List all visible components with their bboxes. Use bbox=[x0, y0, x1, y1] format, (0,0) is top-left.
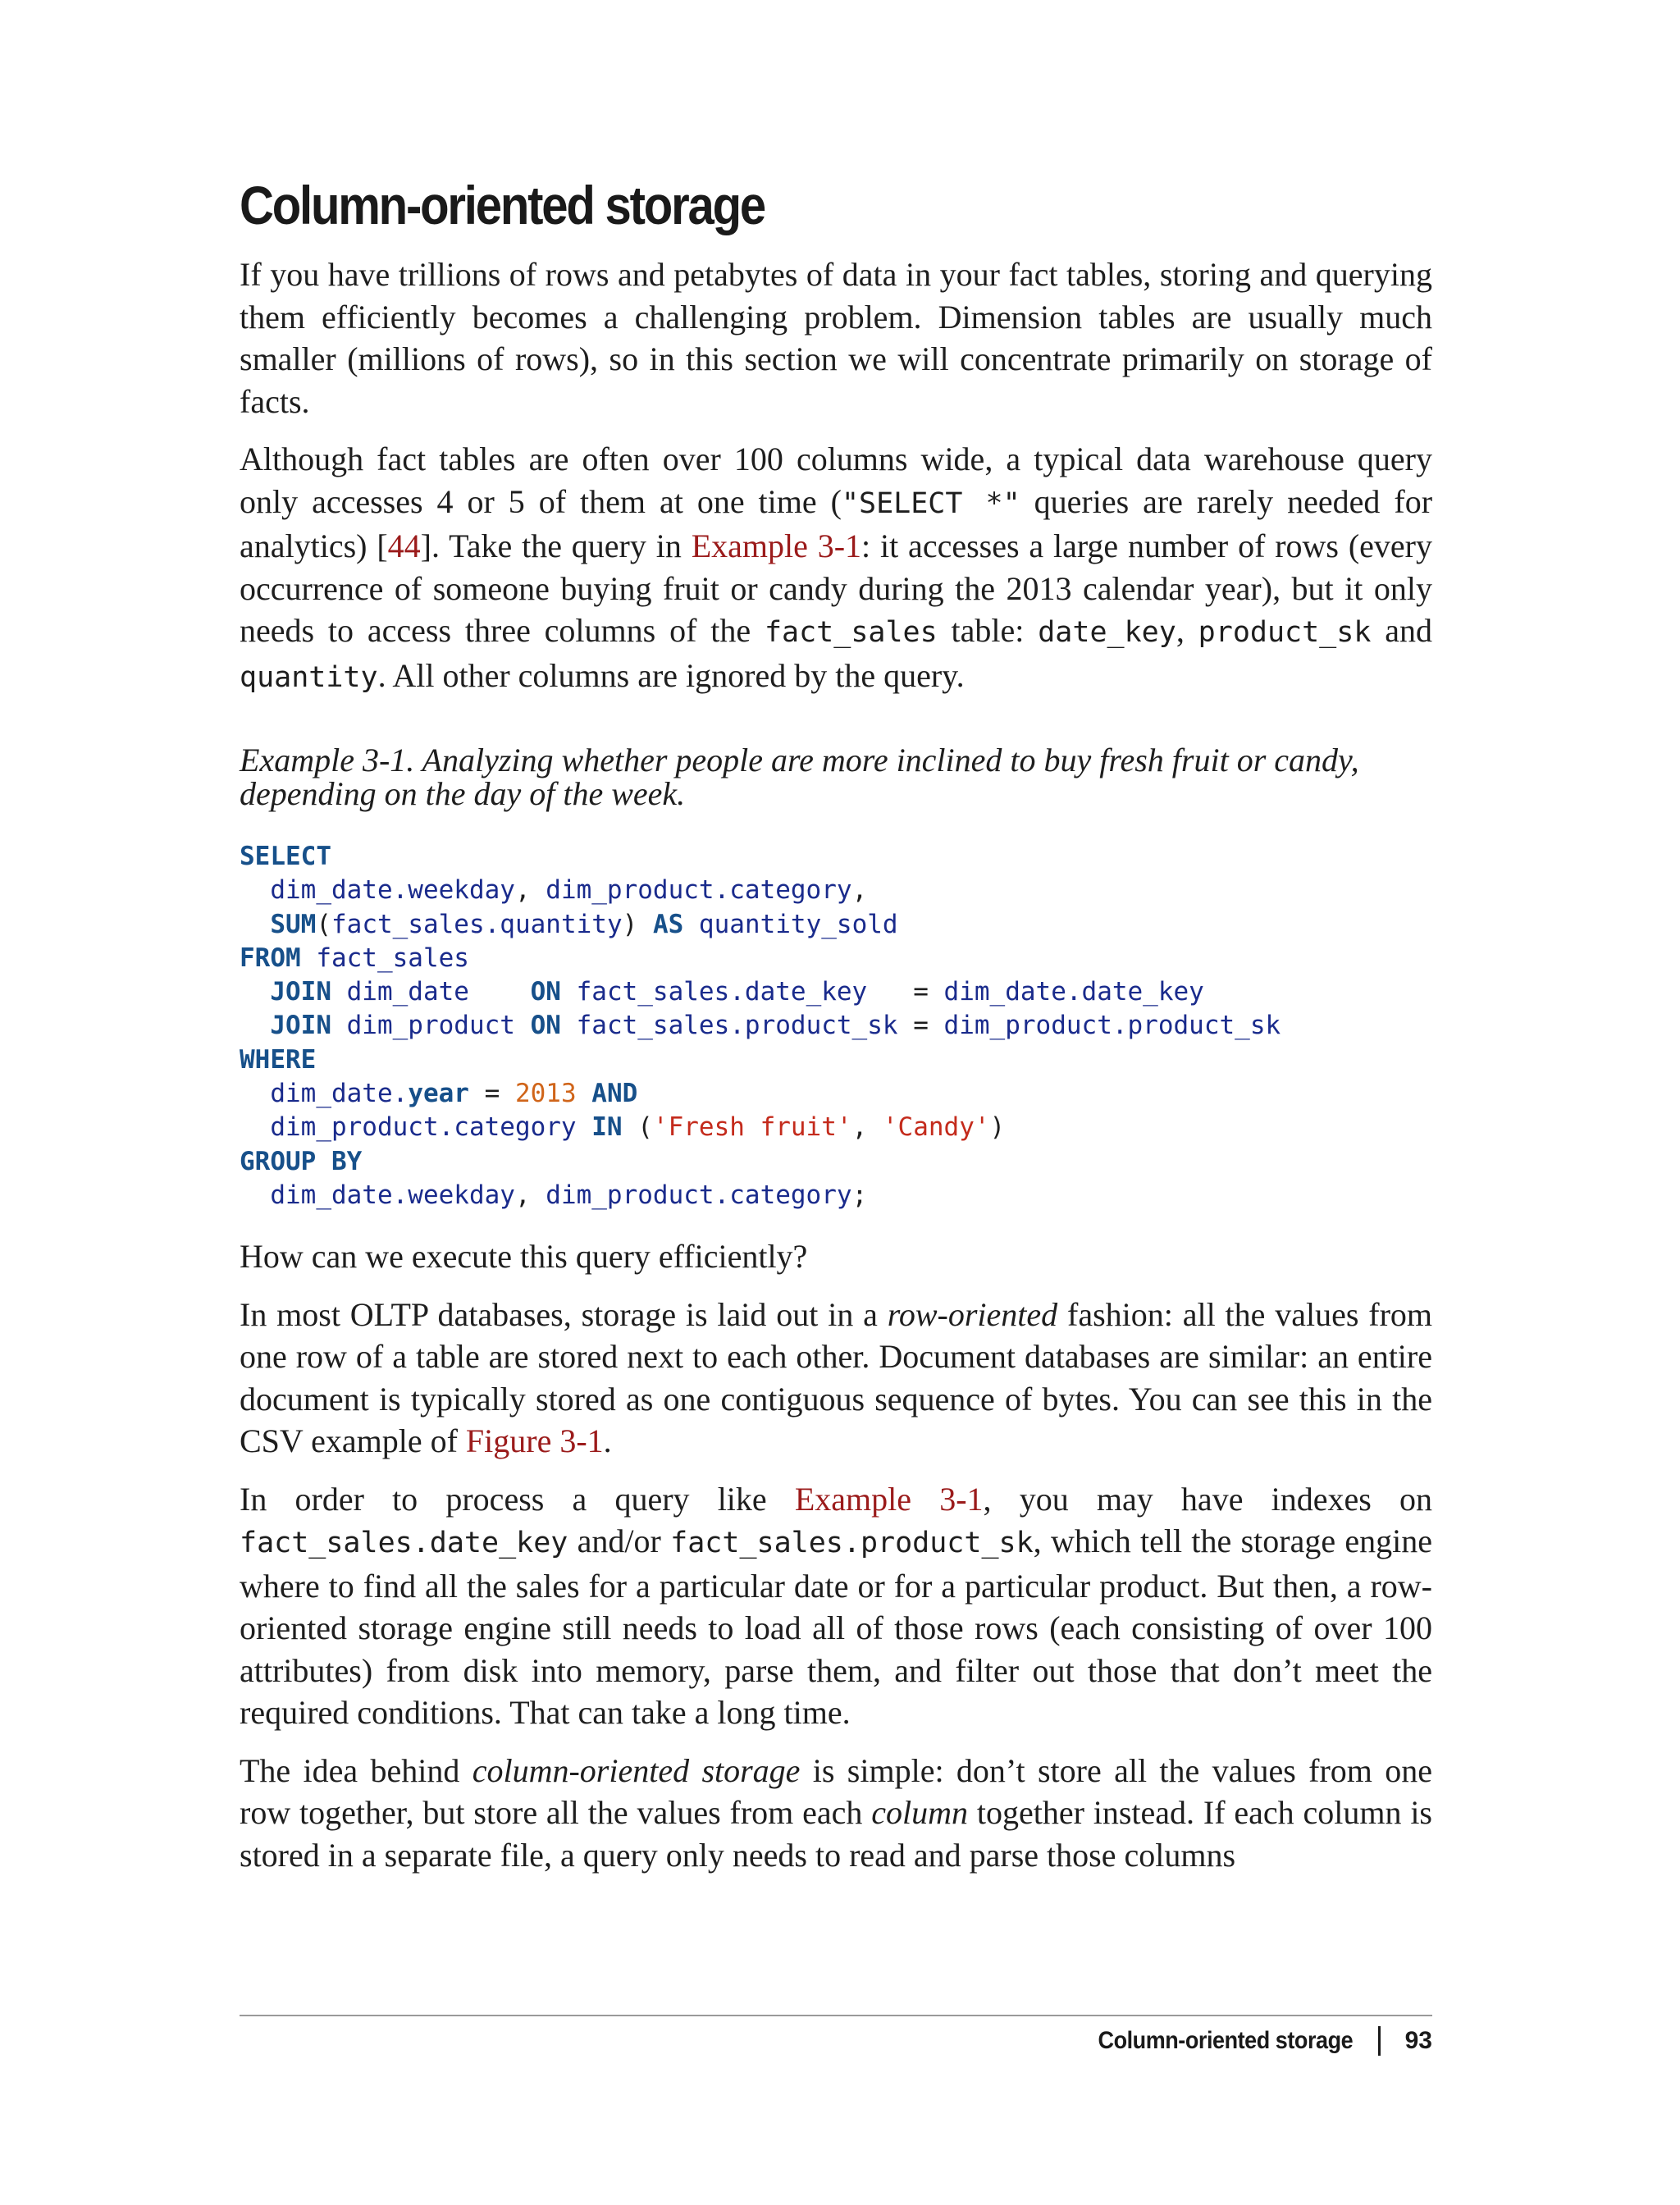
sql-code-block: SELECT dim_date.weekday, dim_product.category, SUM(fact_sales.quantity) AS quantity_sold FROM fact_sales JOIN dim_date ON fact_sales.date_key = dim_date.date_key JOIN dim_product ON fact_sales.product_sk = dim_product.product_sk WHERE dim_date.year = 2013 AND dim_product.category IN ('Fresh fruit', 'Candy') GROUP BY dim_date.weekday, dim_product.category; bbox=[240, 842, 1281, 1210]
paragraph-intro: If you have trillions of rows and petabytes of data in your fact tables, storing and querying them efficiently becomes a challenging problem. Dimension tables are usually much smaller (millions of rows), so in this section we will concentrate primarily on storage of facts. bbox=[240, 256, 1432, 420]
code-quantity: quantity bbox=[240, 660, 378, 694]
paragraph-row-oriented: In most OLTP databases, storage is laid out in a row-oriented fashion: all the values from one row of a table are stored next to each other. Document databases are similar: an entire document is typically stored as one contiguous sequence of bytes. You can see this in the CSV example of Figure 3-1. bbox=[240, 1295, 1433, 1460]
example-caption: Example 3-1. Analyzing whether people are more inclined to buy fresh fruit or candy, depending on the day of the week. bbox=[240, 742, 1359, 812]
figure-link[interactable]: Figure 3-1 bbox=[465, 1422, 604, 1460]
paragraph-indexes: In order to process a query like Example 3-1, you may have indexes on fact_sales.date_key and/or fact_sales.product_sk, which tell the storage engine where to find all the sales for a particular date or for a particular product. But then, a row-oriented storage engine still needs to load all of those rows (each consisting of over 100 attributes) from disk into memory, parse them, and filter out those that don’t meet the required conditions. That can take a long time. bbox=[240, 1480, 1432, 1732]
section-heading: Column-oriented storage bbox=[240, 175, 765, 235]
paragraph-fact-tables: Although fact tables are often over 100 columns wide, a typical data warehouse query only accesses 4 or 5 of them at one time ("SELECT *" queries are rarely needed for analytics) [44]. Take the query in Example 3-1: it accesses a large number of rows (every occurrence of someone buying fruit or candy during the 2013 calendar year), but it only needs to access three columns of the fact_sales table: date_key, product_sk and quantity. All other columns are ignored by the query. bbox=[240, 441, 1433, 694]
code-date-key: date_key bbox=[1038, 616, 1176, 649]
paragraph-column-oriented: The idea behind column-oriented storage is simple: don’t store all the values from one row together, but store all the values from each column together instead. If each column is stored in a separate file, a query only needs to read and parse those columns bbox=[240, 1751, 1432, 1874]
page-content bbox=[240, 168, 1432, 1892]
term-column-oriented-storage: column-oriented storage bbox=[472, 1751, 801, 1789]
code-date-key-index: fact_sales.date_key bbox=[240, 1527, 568, 1560]
footer-section-title: Column-oriented storage bbox=[1098, 2027, 1354, 2054]
code-product-sk: product_sk bbox=[1198, 616, 1372, 649]
term-row-oriented: row-oriented bbox=[887, 1295, 1058, 1333]
footer-rule bbox=[240, 2015, 1432, 2016]
example-link-2[interactable]: Example 3-1 bbox=[794, 1480, 984, 1518]
code-fact-sales: fact_sales bbox=[764, 616, 938, 649]
code-product-sk-index: fact_sales.product_sk bbox=[670, 1527, 1034, 1560]
example-link[interactable]: Example 3-1 bbox=[691, 527, 862, 564]
footer-separator bbox=[1378, 2026, 1381, 2056]
citation-link[interactable]: 44 bbox=[387, 527, 421, 564]
term-column: column bbox=[871, 1794, 968, 1832]
paragraph-question: How can we execute this query efficiently? bbox=[240, 1238, 808, 1276]
page-number: 93 bbox=[1404, 2027, 1432, 2054]
code-select-star: "SELECT *" bbox=[841, 486, 1020, 520]
page-footer bbox=[1070, 2026, 1432, 2056]
